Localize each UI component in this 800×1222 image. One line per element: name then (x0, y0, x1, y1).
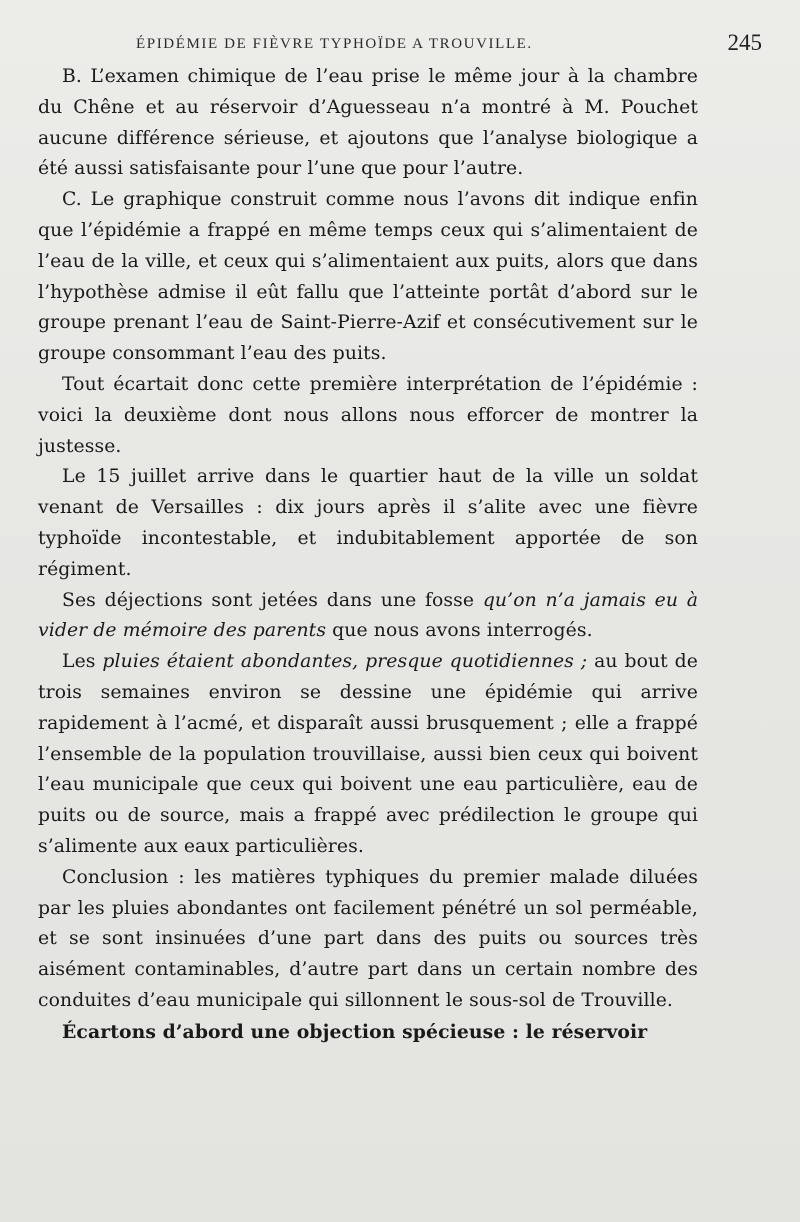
paragraph-rains (38, 647, 698, 863)
text: Ses déjections sont jetées dans une fosse (62, 589, 475, 611)
paragraph-dejections (38, 586, 698, 648)
paragraph-c: C. Le graphique construit comme nous l’avons dit indique enfin que l’épidémie a frappé en même temps ceux qui s’alimentaient de l’eau de la ville, et ceux qui s’alimentaient aux puits, alors que dans l’hypothèse admise il eût fallu que l’atteinte portât d’abord sur le groupe prenant l’eau de Saint-Pierre-Azif et consécutivement sur le groupe consommant l’eau des puits. (38, 189, 698, 365)
text: au bout de trois semaines environ se dessine une épidémie qui arrive rapidement à l’acmé, et disparaît aussi brusquement ; elle a frappé l’ensemble de la population trouvillaise, aussi bien ceux qui boivent l’eau municipale que ceux qui boivent une eau particulière, eau de puits ou de source, mais a frappé avec prédilection le groupe qui s’alimente aux eaux particulières. (38, 651, 699, 857)
paragraph-rejection: Tout écartait donc cette première interprétation de l’épidémie : voici la deuxième dont nous allons nous efforcer de montrer la justesse. (38, 373, 698, 457)
paragraph-objection: Écartons d’abord une objection spécieuse : le réservoir (62, 1020, 648, 1043)
running-title: ÉPIDÉMIE DE FIÈVRE TYPHOÏDE A TROUVILLE. (136, 36, 533, 52)
body-text (38, 62, 698, 1048)
paragraph-b: B. L’examen chimique de l’eau prise le même jour à la chambre du Chêne et au réservoir d’Aguesseau n’a montré à M. Pouchet aucune différence sérieuse, et ajoutons que l’analyse biologique a été aussi satisfaisante pour l’une que pour l’autre. (38, 66, 698, 180)
italic-text: qu’on n’a jamais eu à vider de mémoire des parents (38, 589, 698, 642)
italic-text: pluies étaient abondantes, presque quotidiennes ; (102, 651, 588, 673)
page-number: 245 (727, 30, 762, 55)
page-header (38, 30, 762, 60)
text: que nous avons interrogés. (332, 620, 593, 642)
paragraph-soldier: Le 15 juillet arrive dans le quartier haut de la ville un soldat venant de Versailles : dix jours après il s’alite avec une fièvre typhoïde incontestable, et indubitablement apportée de son régiment. (38, 466, 698, 580)
text: Les (62, 651, 96, 673)
paragraph-conclusion: Conclusion : les matières typhiques du premier malade diluées par les pluies abondantes ont facilement pénétré un sol perméable, et se sont insinuées d’une part dans des puits ou sources très aisément contaminables, d’autre part dans un certain nombre des conduites d’eau municipale qui sillonnent le sous-sol de Trouville. (38, 866, 698, 1011)
